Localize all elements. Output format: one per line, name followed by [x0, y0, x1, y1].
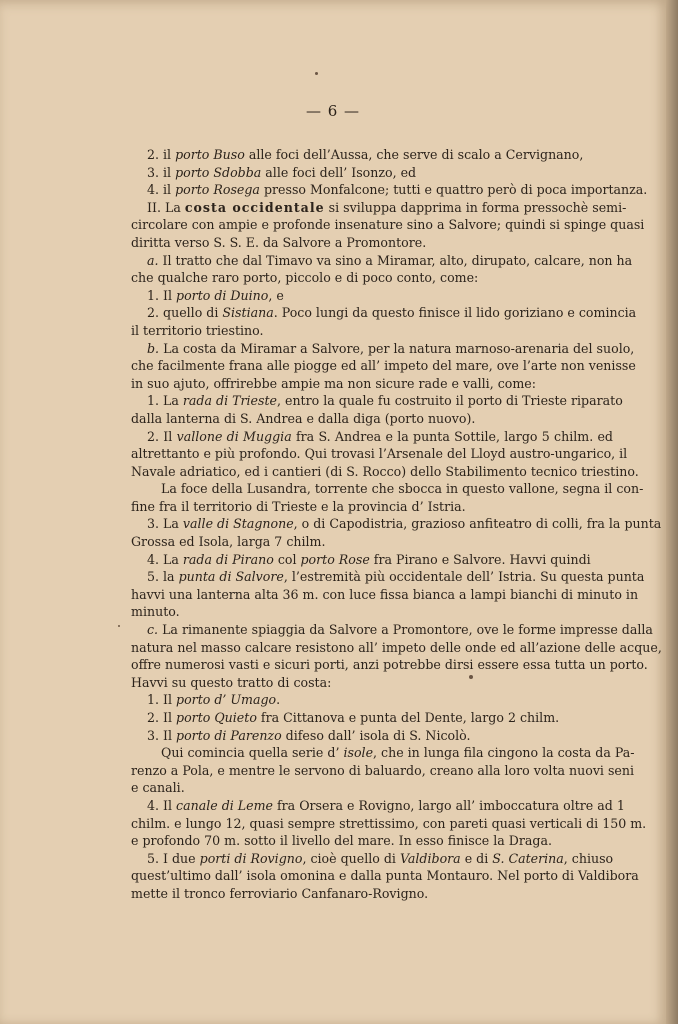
text-line: offre numerosi vasti e sicuri porti, anzi potrebbe dirsi essere essa tutta un porto. [131, 657, 648, 673]
text-line: 5. I due porti di Rovigno, cioè quello di Valdibora e di S. Caterina, chiuso [147, 850, 614, 866]
text-line: 2. il porto Buso alle foci dell’Aussa, che serve di scalo a Cervignano, [147, 147, 584, 162]
text-line: diritta verso S. S. E. da Salvore a Promontore. [131, 234, 427, 250]
text-line: fine fra il territorio di Trieste e la provincia d’ Istria. [131, 498, 466, 514]
text-line: 2. Il vallone di Muggia fra S. Andrea e la punta Sottile, largo 5 chilm. ed [147, 428, 613, 444]
text-line: renzo a Pola, e mentre le servono di baluardo, creano alla loro volta nuovi seni [131, 762, 635, 778]
text-line: che facilmente frana alle piogge ed all’ impeto del mare, ove l’arte non venisse [131, 358, 636, 374]
text-line: 5. la punta di Salvore, l’estremità più occidentale dell’ Istria. Su questa punta [147, 569, 645, 585]
text-line: Grossa ed Isola, larga 7 chilm. [131, 534, 326, 550]
text-line: havvi una lanterna alta 36 m. con luce fissa bianca a lampi bianchi di minuto in [131, 586, 639, 602]
text-line: dalla lanterna di S. Andrea e dalla diga (porto nuovo). [131, 410, 476, 426]
text-line: 3. La valle di Stagnone, o di Capodistria, grazioso anfiteatro di colli, fra la punta [147, 516, 662, 532]
text-line: 3. Il porto di Parenzo difeso dall’ isola di S. Nicolò. [147, 727, 471, 743]
text-line: 1. La rada di Trieste, entro la quale fu costruito il porto di Trieste riparato [147, 393, 623, 409]
text-line: 1. Il porto di Duino, e [147, 287, 284, 303]
text-line: a. Il tratto che dal Timavo va sino a Miramar, alto, dirupato, calcare, non ha [147, 252, 633, 268]
text-line: 4. Il canale di Leme fra Orsera e Rovigno, largo all’ imboccatura oltre ad 1 [147, 797, 625, 813]
text-line: e profondo 70 m. sotto il livello del mare. In esso finisce la Draga. [131, 833, 552, 849]
text-line: b. La costa da Miramar a Salvore, per la natura marnoso-arenaria del suolo, [147, 340, 635, 356]
text-line: 4. La rada di Pirano col porto Rose fra Pirano e Salvore. Havvi quindi [147, 551, 591, 567]
text-line: in suo ajuto, offrirebbe ampie ma non sicure rade e valli, come: [131, 375, 536, 391]
text-line: natura nel masso calcare resistono all’ impeto delle onde ed all’azione delle acque, [131, 639, 662, 655]
text-line: circolare con ampie e profonde insenature sino a Salvore; quindi si spinge quasi [131, 217, 645, 233]
text-line: La foce della Lusandra, torrente che sbocca in questo vallone, segna il con- [161, 481, 644, 497]
text-line: quest’ultimo dall’ isola omonina e dalla punta Montauro. Nel porto di Valdibora [131, 868, 639, 884]
text-line: 2. quello di Sistiana. Poco lungi da questo finisce il lido goriziano e comincia [147, 305, 637, 321]
text-line: Navale adriatico, ed i cantieri (di S. Rocco) dello Stabilimento tecnico triestino. [131, 463, 639, 479]
text-line: altrettanto e più profondo. Qui trovasi l’Arsenale del Lloyd austro-ungarico, il [131, 446, 628, 462]
text-line: 3. il porto Sdobba alle foci dell’ Isonzo, ed [147, 164, 417, 180]
text-line: minuto. [131, 604, 180, 620]
text-line: c. La rimanente spiaggia da Salvore a Promontore, ove le forme impresse dalla [147, 622, 653, 638]
text-line: II. La costa occidentale si sviluppa dapprima in forma pressochè semi- [147, 199, 627, 215]
text-line: e canali. [131, 780, 185, 796]
text-line: chilm. e lungo 12, quasi sempre strettissimo, con pareti quasi verticali di 150 m. [131, 815, 647, 831]
text-line: mette il tronco ferroviario Canfanaro-Rovigno. [131, 885, 429, 901]
text-line: che qualche raro porto, piccolo e di poco conto, come: [131, 270, 479, 286]
text-line: Qui comincia quella serie d’ isole, che in lunga fila cingono la costa da Pa- [161, 745, 635, 761]
body-text [131, 146, 662, 903]
text-line: Havvi su questo tratto di costa: [131, 674, 332, 690]
page-edge [666, 0, 678, 1024]
text-line: 1. Il porto d’ Umago. [147, 692, 281, 708]
text-line: il territorio triestino. [131, 322, 264, 338]
text-line: 2. Il porto Quieto fra Cittanova e punta del Dente, largo 2 chilm. [147, 710, 560, 725]
text-line: 4. il porto Rosega presso Monfalcone; tutti e quattro però di poca importanza. [147, 182, 648, 198]
page-number: — 6 — [305, 102, 361, 120]
